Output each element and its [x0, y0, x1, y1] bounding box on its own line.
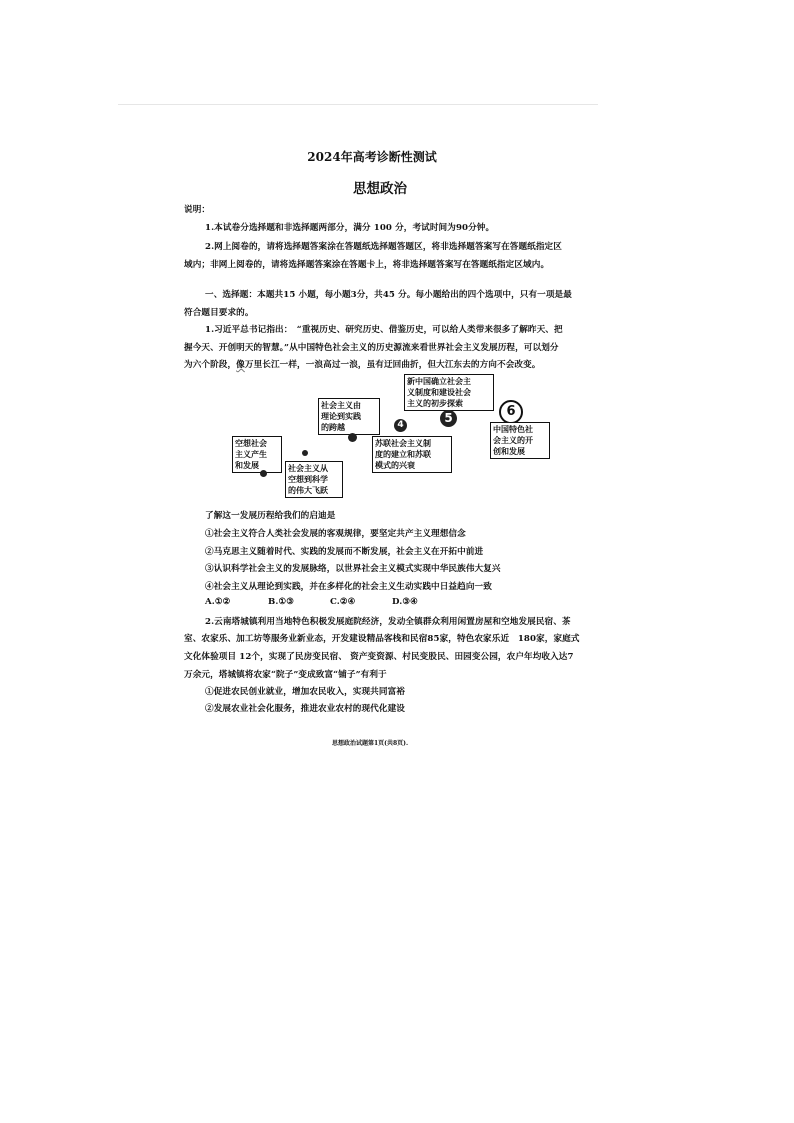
q1-choice-d: D.③④ [392, 597, 418, 607]
q2-statement-2: ②发展农业社会化服务，推进农业农村的现代化建设 [205, 704, 405, 714]
q1-statement-2: ②马克思主义随着时代、实践的发展而不断发展，社会主义在开拓中前进 [205, 547, 484, 557]
q1-stem-line-1: 1.习近平总书记指出： “重视历史、研究历史、借鉴历史，可以给人类带来很多了解昨天、把 [205, 325, 563, 335]
stage-3-box: 社会主义由 理论到实践 的跨越 [318, 398, 380, 435]
q2-stem-line-3: 文化体验项目 12个，实现了民房变民宿、 资产变资源、村民变股民、田园变公园，农户年均收入达7 [184, 652, 574, 662]
stage-2-marker [302, 450, 308, 456]
q1-statement-4: ④社会主义从理论到实践，并在多样化的社会主义生动实践中日益趋向一致 [205, 582, 492, 592]
stage-6-box: 中国特色社 会主义的开 创和发展 [490, 422, 550, 459]
stage-3-marker [348, 433, 357, 442]
subject-title: 思想政治 [353, 181, 407, 197]
section-heading-line-1: 一、选择题：本题共15 小题，每小题3分，共45 分。每小题给出的四个选项中，只有一项是最 [205, 290, 572, 300]
section-heading-line-2: 符合题目要求的。 [184, 308, 254, 318]
q1-stem-line-2: 握今天、开创明天的智慧。”从中国特色社会主义的历史源流来看世界社会主义发展历程，可以划分 [184, 343, 559, 353]
q1-choice-c: C.②④ [330, 597, 356, 607]
instruction-item-2-line-2: 域内；非网上阅卷的，请将选择题答案涂在答题卡上，将非选择题答案写在答题纸指定区域内。 [184, 260, 550, 270]
top-rule [118, 104, 598, 105]
exam-title: 2024年高考诊断性测试 [307, 150, 437, 164]
wavy-underlined-char: 像 [236, 360, 245, 370]
socialism-stages-diagram [228, 372, 548, 502]
q2-stem-line-1: 2.云南塔城镇利用当地特色积极发展庭院经济，发动全镇群众利用闲置房屋和空地发展民宿、茶 [205, 617, 571, 627]
q2-stem-line-4: 万余元，塔城镇将农家“院子”变成致富“铺子”有利于 [184, 670, 387, 680]
page-footer: 思想政治试题第1页(共8页). [331, 740, 409, 747]
stage-5-box: 新中国确立社会主 义制度和建设社会 主义的初步探索 [404, 374, 494, 411]
instruction-item-1: 1.本试卷分选择题和非选择题两部分，满分 100 分，考试时间为90分钟。 [205, 223, 495, 233]
stage-6-marker: 6 [499, 400, 523, 424]
q1-statement-3: ③认识科学社会主义的发展脉络，以世界社会主义模式实现中华民族伟大复兴 [205, 564, 501, 574]
q2-statement-1: ①促进农民创业就业，增加农民收入，实现共同富裕 [205, 687, 405, 697]
q1-statement-1: ①社会主义符合人类社会发展的客观规律，要坚定共产主义理想信念 [205, 529, 466, 539]
q1-choice-b: B.①③ [268, 597, 295, 607]
q1-prompt: 了解这一发展历程给我们的启迪是 [205, 511, 336, 521]
stage-5-marker: 5 [440, 410, 457, 427]
stage-2-box: 社会主义从 空想到科学 的伟大飞跃 [285, 461, 343, 498]
stage-4-marker: 4 [394, 419, 407, 432]
stage-1-marker [260, 470, 267, 477]
q1-choice-a: A.①② [205, 597, 231, 607]
q1-stem-line-3: 为六个阶段，像万里长江一样，一浪高过一浪，虽有迂回曲折，但大江东去的方向不会改变。 [184, 360, 541, 370]
instruction-item-2-line-1: 2.网上阅卷的，请将选择题答案涂在答题纸选择题答题区，将非选择题答案写在答题纸指定区 [205, 242, 562, 252]
instructions-heading: 说明： [184, 205, 211, 215]
stage-1-box: 空想社会 主义产生 和发展 [232, 436, 282, 473]
stage-4-box: 苏联社会主义制 度的建立和苏联 模式的兴衰 [372, 436, 452, 473]
q2-stem-line-2: 室、农家乐、加工坊等服务业新业态，开发建设精品客栈和民宿85家，特色农家乐近 180家，家庭式 [184, 634, 580, 644]
